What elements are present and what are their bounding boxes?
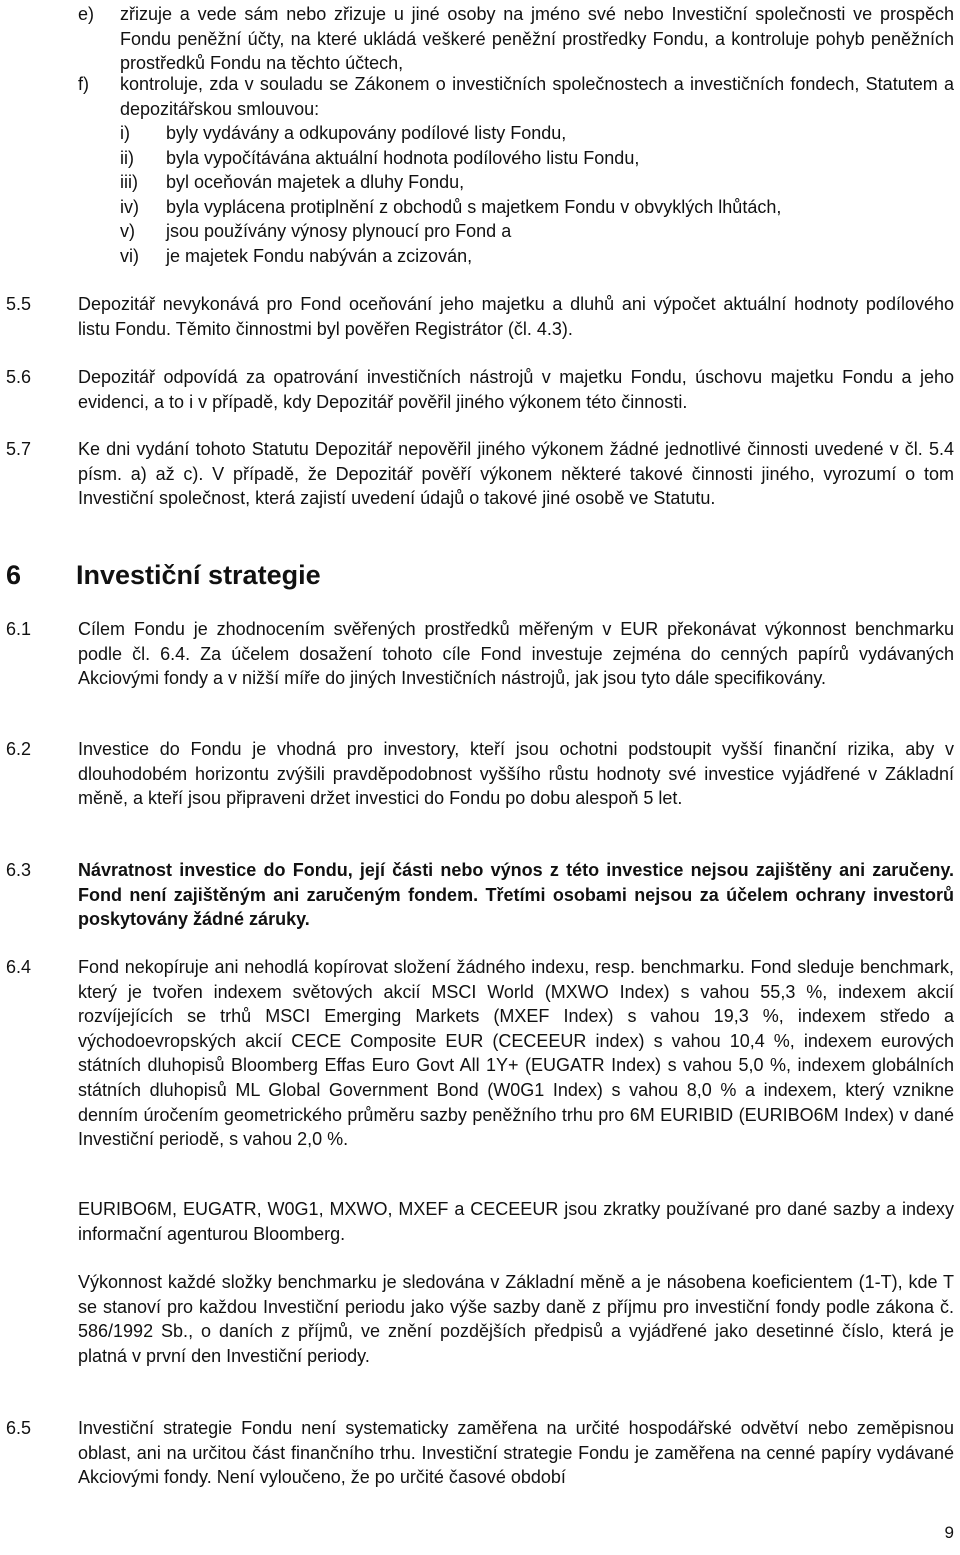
section-number: 6.1 bbox=[6, 619, 32, 639]
sub-list-marker: v) bbox=[120, 221, 135, 241]
section-5-7 bbox=[6, 437, 954, 537]
sub-list-item bbox=[120, 219, 954, 245]
list-item-text: zřizuje a vede sám nebo zřizuje u jiné osoby na jméno své nebo Investiční společnosti ve prospěch Fondu peněžní účty, na které ukládá veškeré peněžní prostředky Fondu, a kontroluje pohyb peněžních prostředků Fondu na těchto účtech, bbox=[120, 4, 954, 74]
section-number: 6.3 bbox=[6, 860, 32, 880]
section-text-bold: Návratnost investice do Fondu, její části nebo výnos z této investice nejsou zajištěny ani zaručeny. Fond není zajištěným ani zaručeným fondem. Třetími osobami nejsou za účelem ochrany investorů poskytovány žádné záruky. bbox=[78, 860, 954, 930]
sub-list-marker: i) bbox=[120, 123, 130, 143]
section-paragraph-1: Fond nekopíruje ani nehodlá kopírovat složení žádného indexu, resp. benchmarku. Fond sleduje benchmark, který je tvořen indexem světových akcií MSCI World (MXWO Index) s vahou 55,3 %, indexem akcií rozvíjejících se trhů MSCI Emerging Markets (MXEF Index) s vahou 19,3 %, indexem středo a východoevropských akcií CECE Composite EUR (CECEEUR index) s vahou 10,4 %, indexem eurových státních dluhopisů Bloomberg Effas Euro Govt All 1Y+ (EUGATR Index) s vahou 5,0 %, indexem globálních státních dluhopisů ML Global Government Bond (W0G1 Index) s vahou 8,0 % a indexem, který vznikne denním úročením geometrického průměru sazby peněžního trhu pro 6M EURIBID (EURIBO6M Index) v dané Investiční periodě, s vahou 2,0 %. bbox=[78, 957, 954, 1150]
list-item-e bbox=[78, 2, 954, 78]
section-text: Depozitář odpovídá za opatrování investičních nástrojů v majetku Fondu, úschovu majetku Fondu a jeho evidenci, a to i v případě, kdy Depozitář pověřil jiného výkonem této činnosti. bbox=[78, 367, 954, 412]
sub-list-text: byly vydávány a odkupovány podílové listy Fondu, bbox=[166, 123, 567, 143]
section-6-4-paragraph-2 bbox=[78, 1197, 954, 1249]
section-text: Cílem Fondu je zhodnocením svěřených prostředků měřeným v EUR překonávat výkonnost benchmarku podle čl. 6.4. Za účelem dosažení tohoto cíle Fond investuje zejména do cenných papírů vydávaných Akciovými fondy a v nižší míře do jiných Investičních nástrojů, jak jsou tyto dále specifikovány. bbox=[78, 619, 954, 689]
section-6-5 bbox=[6, 1416, 954, 1492]
section-5-5 bbox=[6, 292, 954, 344]
section-6-2 bbox=[6, 737, 954, 837]
section-text: Depozitář nevykonává pro Fond oceňování jeho majetku a dluhů ani výpočet aktuální hodnoty podílového listu Fondu. Těmito činnostmi byl pověřen Registrátor (čl. 4.3). bbox=[78, 294, 954, 339]
sub-list-text: byla vypočítávána aktuální hodnota podílového listu Fondu, bbox=[166, 148, 640, 168]
sub-list-text: jsou používány výnosy plynoucí pro Fond a bbox=[166, 221, 512, 241]
section-text: Ke dni vydání tohoto Statutu Depozitář nepověřil jiného výkonem žádné jednotlivé činnosti uvedené v čl. 5.4 písm. a) až c). V případě, že Depozitář pověří výkonem některé takové činnosti jiného, vyrozumí o tom Investiční společnost, která zajistí uvedení údajů o takové jiné osobě ve Statutu. bbox=[78, 439, 954, 509]
sub-list-marker: vi) bbox=[120, 246, 139, 266]
section-number: 5.6 bbox=[6, 367, 32, 387]
sub-list-marker: ii) bbox=[120, 148, 134, 168]
section-number: 6.5 bbox=[6, 1418, 32, 1438]
list-item-f bbox=[78, 72, 954, 124]
sub-list-text: je majetek Fondu nabýván a zcizován, bbox=[166, 246, 473, 266]
section-text: Investice do Fondu je vhodná pro investory, kteří jsou ochotni podstoupit vyšší finanční rizika, aby v dlouhodobém horizontu zvýšili pravděpodobnost vyššího růstu hodnoty své investice vyjádřené v Základní měně, a kteří jsou připraveni držet investici do Fondu po dobu alespoň 5 let. bbox=[78, 739, 954, 809]
section-number: 6.4 bbox=[6, 957, 32, 977]
section-text: Investiční strategie Fondu není systematicky zaměřena na určité hospodářské odvětví nebo zeměpisnou oblast, ani na určitou část finančního trhu. Investiční strategie Fondu je zaměřena na cenné papíry vydávané Akciovými fondy. Není vyloučeno, že po určité časové období bbox=[78, 1418, 954, 1488]
section-5-6 bbox=[6, 365, 954, 417]
sub-list-item bbox=[120, 244, 954, 270]
sub-list-item bbox=[120, 121, 954, 147]
section-number: 6.2 bbox=[6, 739, 32, 759]
sub-list-marker: iii) bbox=[120, 172, 138, 192]
sub-list-item bbox=[120, 195, 954, 221]
sub-list-marker: iv) bbox=[120, 197, 139, 217]
section-6-1 bbox=[6, 617, 954, 717]
section-number: 5.5 bbox=[6, 294, 32, 314]
chapter-title: Investiční strategie bbox=[76, 560, 321, 590]
section-paragraph-3: Výkonnost každé složky benchmarku je sledována v Základní měně a je násobena koeficientem (1-T), kde T se stanoví pro každou Investiční periodu jako výše sazby daně z příjmu pro investiční fondy podle zákona č. 586/1992 Sb., o daních z příjmů, ve znění pozdějších předpisů a vyjádřené jako desetinné číslo, která je platná v první den Investiční periody. bbox=[78, 1272, 954, 1366]
page-number: 9 bbox=[944, 1523, 954, 1542]
list-marker: f) bbox=[78, 74, 89, 94]
list-marker: e) bbox=[78, 4, 95, 24]
section-6-4-paragraph-3 bbox=[78, 1270, 954, 1394]
section-paragraph-2: EURIBO6M, EUGATR, W0G1, MXWO, MXEF a CECEEUR jsou zkratky používané pro dané sazby a indexy informační agenturou Bloomberg. bbox=[78, 1199, 954, 1244]
chapter-heading bbox=[6, 559, 321, 591]
chapter-number: 6 bbox=[6, 560, 22, 590]
sub-list-text: byl oceňován majetek a dluhy Fondu, bbox=[166, 172, 465, 192]
sub-list-item bbox=[120, 170, 954, 196]
section-number: 5.7 bbox=[6, 439, 32, 459]
sub-list-item bbox=[120, 146, 954, 172]
section-6-3 bbox=[6, 858, 954, 934]
section-6-4 bbox=[6, 955, 954, 1175]
sub-list-text: byla vyplácena protiplnění z obchodů s majetkem Fondu v obvyklých lhůtách, bbox=[166, 197, 782, 217]
list-item-text: kontroluje, zda v souladu se Zákonem o investičních společnostech a investičních fondech, Statutem a depozitářskou smlouvou: bbox=[120, 74, 954, 119]
